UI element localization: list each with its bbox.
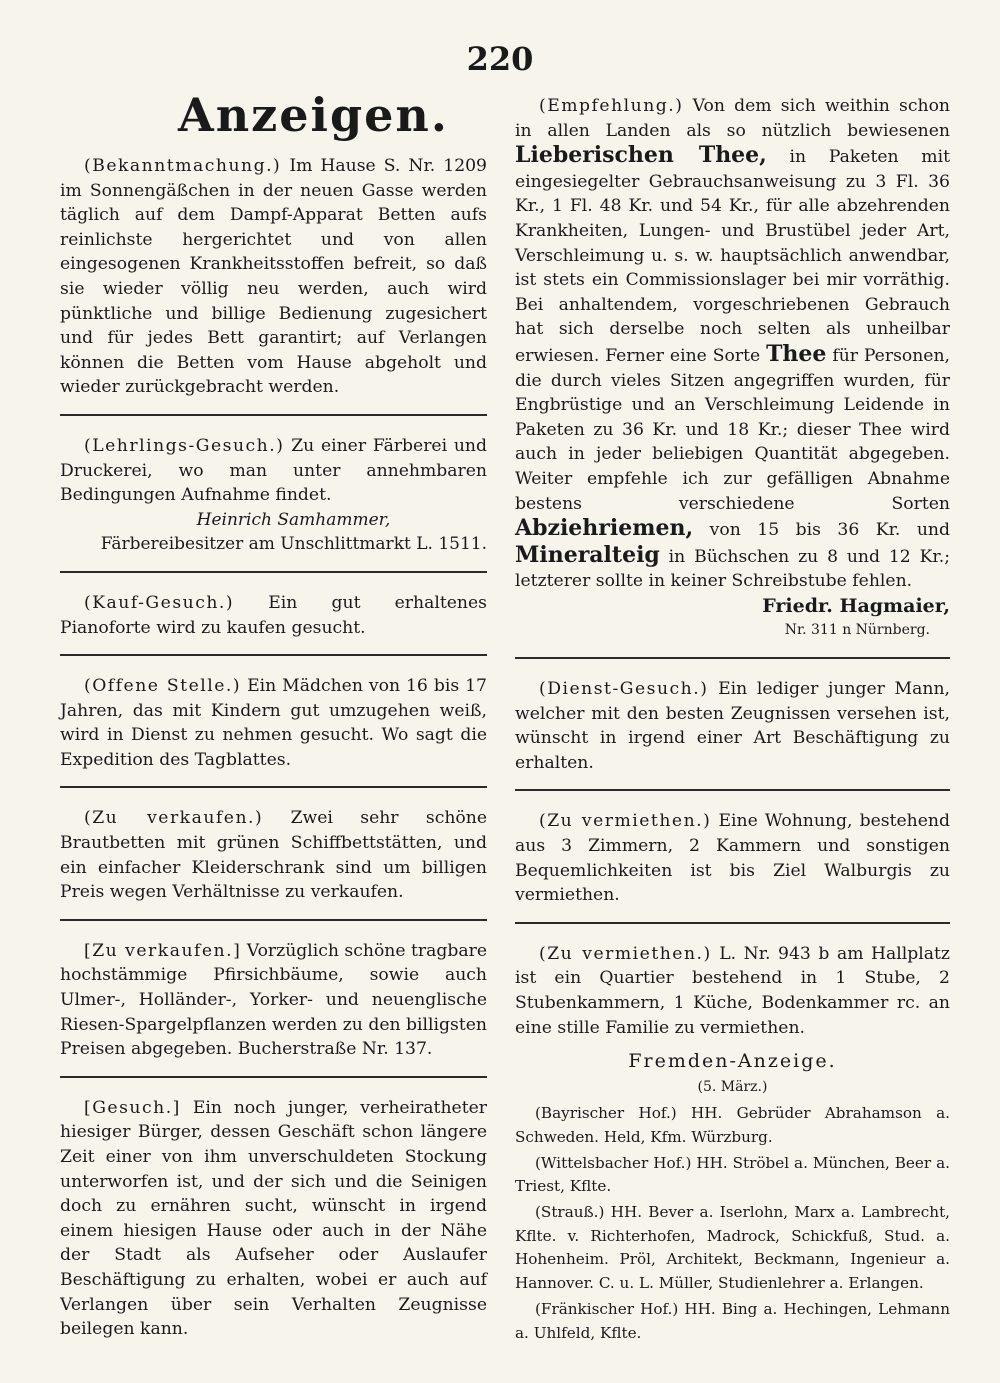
brand-mineralteig: Mineralteig: [515, 541, 660, 568]
guest-entry: (Wittelsbacher Hof.) HH. Ströbel a. München, Beer a. Triest, Kflte.: [515, 1153, 950, 1196]
ad-signature-name: Heinrich Samhammer,: [196, 509, 391, 530]
divider: [60, 414, 487, 416]
ad-gesuch: [60, 1096, 487, 1342]
divider: [60, 571, 487, 573]
divider: [60, 919, 487, 921]
ad-signature-address: Nr. 311 n Nürnberg.: [784, 622, 930, 639]
ad-title: [Gesuch.]: [84, 1097, 181, 1118]
ad-title: [Zu verkaufen.]: [84, 940, 242, 961]
ad-zu-vermiethen-2: [515, 942, 950, 1040]
right-column: [515, 94, 950, 1345]
fremden-anzeige-title: Fremden-Anzeige.: [628, 1050, 837, 1073]
ad-body-3: für Personen, die durch vieles Sitzen angegriffen wurden, für Engbrüstige und an Verschleimung Leidende in Paketen zu 36 Kr. und 18 Kr.; dieser Thee wird auch in jeder beliebigen Quantität abgegeben. Weiter empfehle ich zur gefälligen Abnahme bestens verschiedene Sorten: [515, 345, 951, 514]
ad-title: (Empfehlung.): [539, 96, 684, 116]
section-heading: Anzeigen.: [178, 88, 449, 142]
ad-body-2: in Paketen mit eingesiegelter Gebrauchsanweisung zu 3 Fl. 36 Kr., 1 Fl. 48 Kr. und 54 Kr., für alle abzehrenden Krankheiten, Lungen- und Brustübel jeder Art, Verschleimung u. s. w. hauptsächlich anwendbar, ist stets ein Commissionslager bei mir vorräthig. Bei anhaltendem, vorgeschriebenen Gebrauch hat sich derselbe noch selten als unheilbar erwiesen. Ferner eine Sorte: [515, 147, 950, 366]
ad-body: L. Nr. 943 b am Hallplatz ist ein Quartier bestehend in 1 Stube, 2 Stubenkammern, 1 Küche, Bodenkammer rc. an eine stille Familie zu vermiethen.: [515, 943, 950, 1038]
ad-title: (Kauf-Gesuch.): [84, 592, 235, 613]
ad-signature-line: Färbereibesitzer am Unschlittmarkt L. 1511.: [100, 534, 487, 555]
divider: [60, 654, 487, 656]
ad-title: (Dienst-Gesuch.): [539, 679, 709, 700]
ad-body: Eine Wohnung, bestehend aus 3 Zimmern, 2 Kammern und sonstigen Bequemlichkeiten ist bis Ziel Walburgis zu vermiethen.: [515, 811, 950, 906]
ad-title: (Zu vermiethen.): [539, 943, 712, 964]
divider: [515, 922, 950, 924]
fremden-anzeige-date: (5. März.): [697, 1079, 768, 1096]
page-number: 220: [466, 40, 534, 78]
ad-lehrlings-gesuch: [60, 434, 487, 508]
ad-zu-verkaufen-1: [60, 806, 487, 904]
divider: [515, 789, 950, 791]
ad-kauf-gesuch: [60, 591, 487, 640]
left-column: [60, 88, 487, 1342]
ad-body: Zu einer Färberei und Druckerei, wo man unter annehmbaren Bedingungen Aufnahme findet.: [60, 435, 487, 506]
brand-thee: Thee: [766, 340, 827, 367]
ad-body: Ein gut erhaltenes Pianoforte wird zu kaufen gesucht.: [60, 592, 487, 638]
brand-lieberischen-thee: Lieberischen Thee,: [515, 142, 767, 169]
divider: [60, 786, 487, 788]
ad-body: Ein noch junger, verheiratheter hiesiger Bürger, dessen Geschäft schon längere Zeit einer von ihm unverschuldeten Stockung unterworfen ist, und der sich und die Seinigen doch zu ernähren sucht, wünscht in irgend einem hiesigen Hause oder auch in der Nähe der Stadt als Aufseher oder Auslaufer Beschäftigung zu erhalten, wobei er auch auf Verlangen über sein Verhalten Zeugnisse beilegen kann.: [60, 1097, 487, 1340]
ad-empfehlung: [515, 94, 950, 594]
guest-entry: (Strauß.) HH. Bever a. Iserlohn, Marx a. Lambrecht, Kflte. v. Richterhofen, Madrock, Schickfuß, Stud. a. Hohenheim. Pröl, Architekt, Beckmann, Ingenieur a. Hannover. C. u. L. Müller, Studienlehrer a. Erlangen.: [515, 1203, 950, 1293]
brand-abziehriemen: Abziehriemen,: [515, 515, 694, 542]
ad-offene-stelle: [60, 674, 487, 772]
ad-body: Im Hause S. Nr. 1209 im Sonnengäßchen in der neuen Gasse werden täglich auf dem Dampf-Apparat Betten aufs reinlichste hergerichtet und von allen eingesogenen Krankheitsstoffen befreit, so daß sie wieder völlig neu werden, auch wird pünktliche und billige Bedienung zugesichert und für jedes Bett garantirt; auf Verlangen können die Betten vom Hause abgeholt und wieder zurückgebracht werden.: [60, 156, 487, 398]
ad-body: Ein lediger junger Mann, welcher mit den besten Zeugnissen versehen ist, wünscht in irgend einer Art Beschäftigung zu erhalten.: [515, 679, 950, 773]
ad-body: Ein Mädchen von 16 bis 17 Jahren, das mit Kindern gut umzugehen weiß, wird in Dienst zu nehmen gesucht. Wo sagt die Expedition des Tagblattes.: [60, 676, 487, 770]
divider: [60, 1076, 487, 1078]
divider: [515, 657, 950, 659]
ad-body: Zwei sehr schöne Brautbetten mit grünen Schiffbettstätten, und ein einfacher Kleiderschrank sind um billigen Preis wegen Verhältnisse zu verkaufen.: [60, 808, 487, 903]
ad-body-1: Von dem sich weithin schon in allen Landen als so nützlich bewiesenen: [515, 96, 950, 141]
ad-bekanntmachung: [60, 154, 487, 400]
guest-entry: (Fränkischer Hof.) HH. Bing a. Hechingen, Lehmann a. Uhlfeld, Kflte.: [515, 1299, 950, 1342]
ad-dienst-gesuch: [515, 677, 950, 775]
ad-body: Vorzüglich schöne tragbare hochstämmige Pfirsichbäume, sowie auch Ulmer-, Holländer-, Yorker- und neuenglische Riesen-Spargelpflanzen werden zu den billigsten Preisen abgegeben. Bucherstraße Nr. 137.: [60, 940, 488, 1060]
ad-zu-vermiethen-1: [515, 809, 950, 907]
ad-zu-verkaufen-2: [60, 939, 487, 1062]
guest-entry: (Bayrischer Hof.) HH. Gebrüder Abrahamson a. Schweden. Held, Kfm. Würzburg.: [515, 1104, 950, 1146]
ad-body-4: von 15 bis 36 Kr. und: [709, 520, 950, 541]
ad-title: (Bekanntmachung.): [84, 156, 282, 176]
ad-signature-name: Friedr. Hagmaier,: [762, 594, 950, 617]
ad-body-5: in Büchschen zu 8 und 12 Kr.; letzterer sollte in keiner Schreibstube fehlen.: [515, 546, 950, 592]
ad-title: (Zu vermiethen.): [539, 811, 712, 832]
ad-title: (Zu verkaufen.): [84, 808, 264, 829]
ad-title: (Lehrlings-Gesuch.): [84, 435, 285, 456]
ad-title: (Offene Stelle.): [84, 676, 242, 697]
